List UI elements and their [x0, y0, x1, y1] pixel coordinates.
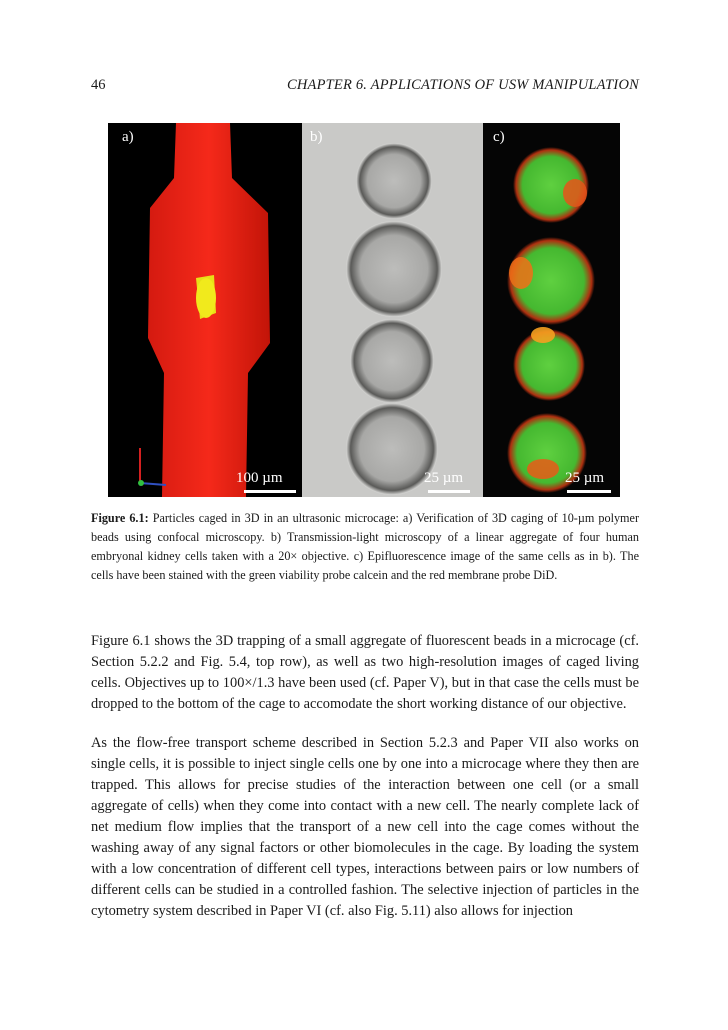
panel-b-transmission-image [302, 123, 483, 497]
paragraph: As the flow-free transport scheme described in Section 5.2.3 and Paper VII also works on single cells, it is possible to inject single cells one by one into a microcage where they then are trapped. This allows for precise studies of the interaction between one cell (or a small aggregate of cells) when they come into contact with a new cell. The nearly complete lack of net medium flow implies that the transport of a new cell into the cage comes without the washing away of any signal factors or other biomolecules in the cage. By loading the system with a low concentration of different cell types, interactions between pairs or low numbers of different cells can be studied in a controlled fashion. The selective injection of particles in the cytometry system described in Paper VI (cf. also Fig. 5.11) also allows for injection [91, 735, 639, 919]
running-head: CHAPTER 6. APPLICATIONS OF USW MANIPULATION [286, 77, 639, 93]
page-number: 46 [91, 77, 106, 93]
paragraph: Figure 6.1 shows the 3D trapping of a small aggregate of fluorescent beads in a microcage (cf. Section 5.2.2 and Fig. 5.4, top row), as well as two high-resolution images of caged living cells. Objectives up to 100×/1.3 have been used (cf. Paper V), but in that case the cells must be dropped to the bottom of the cage to accomodate the short working distance of our objective. [91, 633, 639, 712]
panel-c-epifluorescence-image [483, 123, 620, 497]
page-header [91, 77, 639, 97]
caption-label: Figure 6.1: [91, 511, 149, 525]
panel-a-confocal-image [108, 123, 302, 497]
fluorescent-cells-picture [483, 123, 620, 497]
panel-b-scale-label: 25 µm [424, 470, 464, 486]
figure-caption [91, 509, 639, 585]
caption-text: Particles caged in 3D in an ultrasonic microcage: a) Verification of 3D caging of 10-µm polymer beads using confocal microscopy. b) Transmission-light microscopy of a linear aggregate of four human embryonal kidney cells taken with a 20× objective. c) Epifluorescence image of the same cells as in b). The cells have been stained with the green viability probe calcein and the red membrane probe DiD. [91, 511, 639, 582]
figure-6-1 [108, 123, 620, 497]
panel-a-scale-label: 100 µm [236, 470, 283, 486]
body-text [91, 631, 639, 940]
panel-c-scale-bar [567, 490, 611, 493]
panel-a-scale-bar [244, 490, 296, 493]
panel-b-label: b) [310, 129, 323, 145]
panel-c-scale-label: 25 µm [565, 470, 605, 486]
confocal-cage-picture [108, 123, 302, 497]
panel-c-label: c) [493, 129, 505, 145]
panel-b-scale-bar [428, 490, 470, 493]
panel-a-label: a) [122, 129, 134, 145]
transmission-cells-picture [302, 123, 483, 497]
